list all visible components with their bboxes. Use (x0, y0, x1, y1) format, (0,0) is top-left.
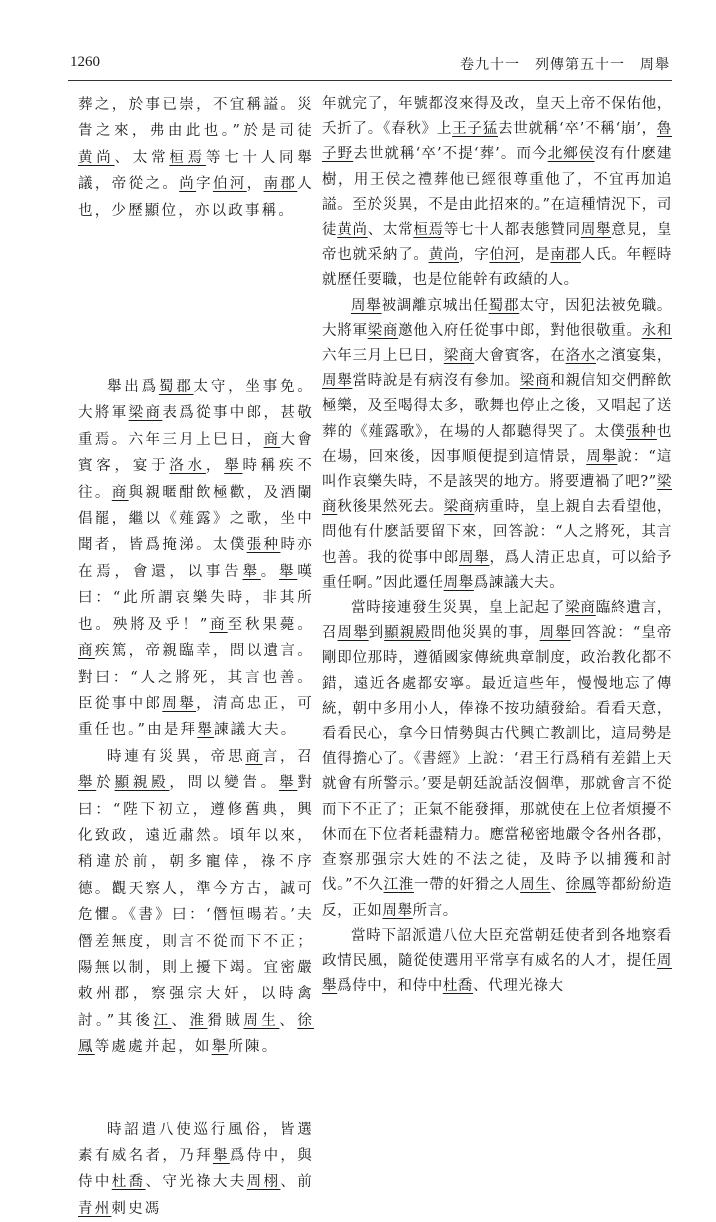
proper-name-text: 桓焉 (413, 222, 444, 239)
text-run: 與親暱酣飲極歡，及酒闌倡罷，繼以《薤露》之歌，坐中聞者，皆爲掩涕。太僕 (78, 484, 315, 554)
text-run: 爲侍中，與侍中 (78, 1148, 315, 1191)
page-number: 1260 (70, 54, 100, 70)
text-run: 、太常 (114, 149, 170, 166)
text-run: 沒有什麽建樹，用王侯之禮葬他已經很尊重他了，不宜再加追謚。至於災異，不是由此招來的。”在這種情況下，司徒 (322, 146, 673, 239)
translation-column (322, 92, 672, 999)
proper-name-text: 周舉 (580, 222, 612, 239)
proper-name-text: 周栩 (246, 1174, 281, 1191)
proper-name-text: 梁商 (565, 600, 596, 617)
classical-paragraph (78, 374, 314, 744)
proper-name-text: 商 (78, 643, 95, 660)
proper-name-text: 南郡 (550, 247, 581, 264)
proper-name-text: 徐鳳 (78, 1012, 315, 1056)
text-run: ， (246, 176, 264, 193)
proper-name-text: 顯親殿 (384, 625, 431, 642)
proper-name-text: 伯河 (212, 176, 247, 193)
text-run: 嘆曰：“此所謂哀樂失時，非其所也。殃將及乎！” (78, 563, 315, 633)
text-run: 時詔遣八使巡行風俗，皆選素有威名者，乃拜 (78, 1121, 314, 1164)
proper-name-text: 梁商 (322, 474, 672, 516)
proper-name-text: 尚 (179, 176, 197, 193)
text-run: 說：“這叫作哀樂失時，不是該哭的地方。將要遭禍了吧?” (322, 448, 672, 491)
text-run: 當時接連發生災異，皇上記起了 (351, 600, 566, 617)
proper-name-text: 周舉 (382, 902, 413, 919)
translation-paragraph (322, 294, 672, 596)
text-run: 回答說：“皇帝剛即位那時，遵循國家傳統典章制度，政治教化都不錯，遠近各處都安寧。最近這些年，慢慢地忘了傳統，朝中多用小人，俸祿不按功績發給。看看天意，看看民心，拿今日情勢與古代興亡教訓比，這局勢是值得擔心了。《書經》上說：‘君王行爲稍有差錯上天就會有所警示。’要是朝廷說話沒個準，那就會言不從而下不正了；正氣不能發揮，那就使在上位者煩擾不休而在下位者耗盡精力。應當秘密地嚴令各州各郡，查察那强宗大姓的不法之徒，及時予以捕獲和討伐。”不久 (322, 625, 672, 894)
text-run: 諫議大夫。 (213, 722, 298, 739)
text-run: 於 (96, 775, 115, 792)
proper-name-text: 徐鳳 (565, 877, 597, 894)
proper-name-text: 蜀郡 (158, 379, 194, 396)
header-rule (68, 80, 672, 81)
classical-paragraph (78, 744, 314, 1061)
text-run: 言，召 (262, 748, 314, 765)
text-run: 被調離京城出任 (381, 297, 489, 314)
text-run: 等都紛紛造反，正如 (322, 877, 673, 919)
text-run: 當時說是有病沒有參加。 (352, 373, 520, 390)
text-run: ， (205, 458, 225, 475)
text-run: 意見，皇帝也就采納了。 (322, 222, 673, 264)
proper-name-text: 顯親殿 (114, 775, 170, 792)
proper-name-text: 淮 (398, 877, 414, 894)
paragraph-gap (78, 224, 314, 374)
proper-name-text: 周舉 (586, 448, 618, 465)
proper-name-text: 舉 (211, 1039, 229, 1056)
text-run: 、 (171, 1012, 190, 1029)
proper-name-text: 商 (111, 484, 129, 501)
proper-name-text: 周舉 (322, 373, 353, 390)
text-run: 到 (368, 625, 385, 642)
proper-name-text: 舉 (212, 1148, 230, 1164)
text-run: 等處處并起，如 (94, 1039, 212, 1056)
text-run: 太守，因犯法被免職。大將軍 (322, 297, 672, 339)
text-run: 大會賓客，在 (474, 348, 566, 365)
proper-name-text: 周舉 (351, 297, 382, 314)
text-run: 、 (550, 877, 566, 894)
text-run: ，問以變眚。 (169, 775, 280, 792)
proper-name-text: 舉 (197, 722, 214, 739)
text-run: 刺史馮 (111, 1200, 162, 1217)
proper-name-text: 舉 (78, 775, 97, 792)
text-run: 表爲從事中郎，甚敬重焉。六年三月上巳日， (78, 405, 314, 448)
classical-paragraph (78, 1117, 314, 1222)
text-run: 等七十人同舉議，帝從之。 (78, 149, 314, 193)
paragraph-gap (78, 1061, 314, 1117)
proper-name-text: 永和 (641, 322, 672, 339)
text-run: 所言。 (412, 902, 458, 919)
proper-name-text: 周生 (520, 877, 551, 894)
text-run: 病重時，皇上親自去看望他，問他有什麽話要留下來，回答說：“人之將死，其言也善。我的從事中郎 (322, 499, 673, 566)
text-run: 所陳。 (228, 1039, 279, 1056)
classical-paragraph (78, 92, 314, 224)
text-run: 大會賓客，宴于 (78, 431, 315, 475)
text-run: 之濱宴集， (596, 348, 673, 365)
text-run: 也在場，回來後，因事順便提到這情景， (322, 423, 673, 465)
proper-name-text: 青州 (78, 1200, 112, 1217)
text-run: 等七十人都表態贊同 (443, 222, 581, 239)
proper-name-text: 伯河 (489, 247, 520, 264)
text-run: 爲諫議大夫。 (473, 574, 565, 591)
text-run: 臨終遺言，召 (322, 600, 672, 642)
text-run: 疾篤，帝親臨幸，問以遺言。對曰：“人之將死，其言也善。臣從事中郎 (78, 643, 314, 712)
proper-name-text: 周舉 (459, 549, 490, 566)
proper-name-text: 桓焉 (169, 149, 206, 166)
translation-paragraph (322, 924, 672, 1000)
running-head: 卷九十一 列傳第五十一 周舉 (460, 57, 670, 73)
text-run: 去世就稱‘卒’不稱‘崩’， (497, 121, 657, 138)
text-run: 、前 (280, 1174, 314, 1191)
proper-name-text: 黄尚 (428, 247, 460, 264)
text-run: 對曰：“陛下初立，遵修舊典，興化致政，遠近肅然。頃年以來，稍違於前，朝多寵倖，祿不序德。觀天察人，準今方古，誠可危懼。《書》曰：‘僭恒暘若。’夫僭差無度，則言不從而下不正；陽無以制，則上擾下竭。宜密嚴敕州郡，察强宗大奸，以時禽討。”其後 (78, 775, 315, 1029)
proper-name-text: 魯子野 (322, 121, 672, 163)
proper-name-text: 江 (153, 1012, 172, 1029)
text-run: 時稱疾不往。 (78, 458, 315, 501)
text-run: 猾賊 (207, 1012, 244, 1029)
proper-name-text: 梁商 (443, 348, 475, 365)
text-run: 爲侍中，和侍中 (337, 978, 443, 995)
proper-name-text: 江 (383, 877, 399, 894)
classical-text-column (78, 92, 314, 1222)
text-run: 、代理光祿大 (473, 978, 564, 995)
text-run: ，是 (519, 247, 551, 264)
text-run: 、太常 (367, 222, 414, 239)
text-run: 時亦在焉，會還，以事告 (78, 537, 315, 580)
proper-name-text: 舉 (279, 563, 298, 580)
proper-name-text: 商 (263, 431, 281, 448)
text-run: 當時下詔派遣八位大臣充當朝廷使者到各地察看政情民風，隨從使選用平常享有威名的人才，提任 (322, 927, 672, 969)
proper-name-text: 商 (245, 748, 263, 765)
proper-name-text: 周舉 (539, 625, 571, 642)
text-run: 一帶的奸猾之人 (413, 877, 521, 894)
proper-name-text: 舉 (279, 775, 298, 792)
text-run: 至秋果薨。 (227, 616, 315, 633)
proper-name-text: 舉 (224, 458, 243, 475)
text-run: ，爲人清正忠貞，可以給予重任啊。”因此遷任 (322, 549, 672, 591)
text-run: 。 (260, 563, 280, 580)
translation-paragraph (322, 596, 672, 924)
proper-name-text: 王子猛 (452, 121, 498, 138)
proper-name-text: 梁商 (128, 405, 163, 422)
proper-name-text: 商 (209, 616, 228, 633)
proper-name-text: 南郡 (263, 176, 298, 193)
proper-name-text: 黄尚 (337, 222, 368, 239)
text-run: 和親信知交們醉飲極樂，及至喝得太多，歌舞也停止之後，又唱起了送葬的《薤露歌》，在場的人都聽得哭了。太僕 (322, 373, 672, 440)
proper-name-text: 張种 (246, 537, 281, 554)
proper-name-text: 張种 (625, 423, 657, 440)
text-run: ，清高忠正，可重任也。”由是拜 (78, 695, 315, 739)
proper-name-text: 黄尚 (78, 149, 115, 166)
proper-name-text: 北鄉侯 (547, 146, 595, 163)
proper-name-text: 周舉 (337, 625, 369, 642)
text-run: 年就完了，年號都沒來得及改，皇天上帝不保佑他，夭折了。《春秋》上 (322, 96, 672, 138)
proper-name-text: 梁商 (367, 322, 399, 339)
translation-paragraph (322, 92, 672, 294)
text-run: 、 (279, 1012, 298, 1029)
text-run: 字 (196, 176, 213, 193)
text-run: 人氏。年輕時就歷任要職，也是位能幹有政績的人。 (322, 247, 673, 289)
text-run: 邀他入府任從事中郎，對他很敬重。 (398, 322, 642, 339)
text-run: 問他災異的事， (430, 625, 540, 642)
proper-name-text: 梁商 (443, 499, 475, 516)
proper-name-text: 周舉 (322, 952, 672, 995)
proper-name-text: 梁商 (519, 373, 551, 390)
text-run: 葬之，於事已崇，不宜稱謚。災眚之來，弗由此也。”於是司徒 (78, 97, 314, 140)
proper-name-text: 周舉 (443, 574, 474, 591)
proper-name-text: 舉 (242, 563, 261, 580)
proper-name-text: 周生 (243, 1012, 280, 1029)
proper-name-text: 周舉 (162, 695, 197, 712)
text-run: 太守，坐事免。大將軍 (78, 379, 315, 422)
text-run: 舉出爲 (107, 379, 159, 396)
text-run: 去世就稱‘卒’不提‘葬’。而今 (353, 146, 548, 163)
text-run: ，字 (459, 247, 490, 264)
proper-name-text: 蜀郡 (488, 297, 520, 314)
proper-name-text: 杜喬 (442, 978, 474, 995)
proper-name-text: 洛水 (169, 458, 206, 475)
proper-name-text: 淮 (189, 1012, 208, 1029)
text-run: 時連有災異，帝思 (107, 748, 246, 765)
page-header (70, 50, 670, 80)
text-run: 、守光祿大夫 (145, 1174, 247, 1191)
proper-name-text: 杜喬 (111, 1174, 146, 1191)
text-run: 人也，少歷顯位，亦以政事稱。 (78, 176, 314, 219)
text-run: 六年三月上巳日， (322, 348, 444, 365)
text-run: 秋後果然死去。 (337, 499, 444, 516)
proper-name-text: 洛水 (565, 348, 597, 365)
